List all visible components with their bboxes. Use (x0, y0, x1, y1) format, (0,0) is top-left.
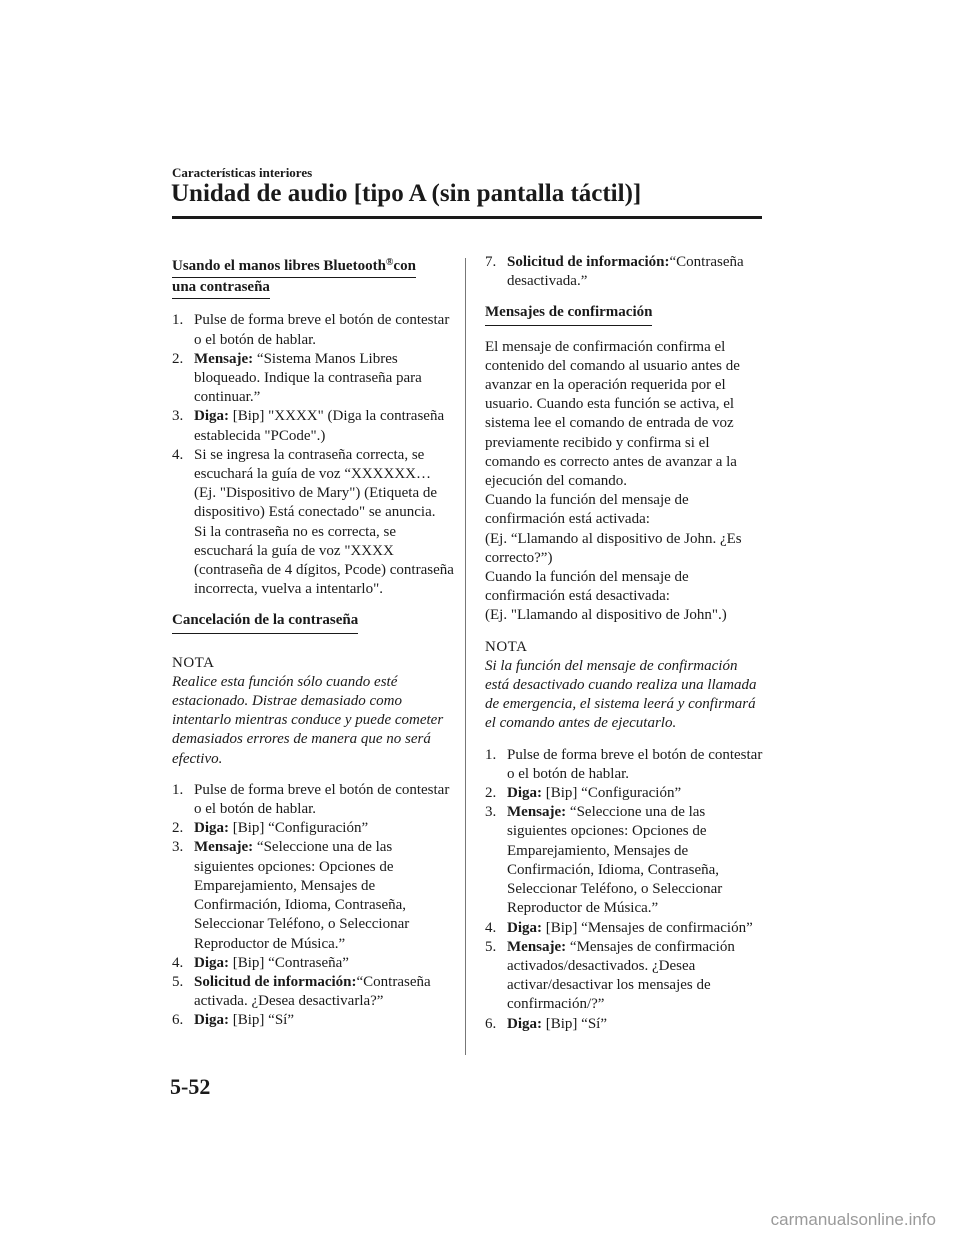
step-number: 2. (172, 820, 184, 837)
page-number: 5-52 (170, 1074, 211, 1099)
step-number: 6. (172, 1012, 184, 1029)
step-bold: Diga: (507, 785, 542, 802)
step-number: 3. (172, 408, 184, 425)
list-item (172, 838, 454, 953)
step-text: [Bip] “Mensajes de confirmación” (542, 919, 753, 936)
step-bold: Diga: (194, 954, 229, 971)
list-item (172, 446, 454, 523)
heading-text-end: con (393, 258, 416, 274)
step-text: [Bip] "XXXX" (Diga la contraseña establecida "PCode".) (194, 408, 445, 444)
list-item (172, 973, 454, 1011)
list-item (485, 919, 763, 938)
list-item (172, 311, 454, 349)
list-item (172, 407, 454, 445)
step-number: 7. (485, 254, 497, 270)
step-text: “Seleccione una de las siguientes opciones: Opciones de Emparejamiento, Mensajes de Confirmación, Idioma, Contraseña, Seleccionar Teléfono, o Seleccionar Reproductor de Música.” (507, 804, 723, 917)
list-item (172, 350, 454, 408)
list-item (485, 746, 763, 784)
note-label: NOTA (485, 638, 528, 655)
list-item (172, 954, 454, 973)
step-bold: Diga: (194, 1012, 229, 1029)
list-item (172, 819, 454, 838)
step-number: 4. (485, 919, 497, 936)
step-bold: Diga: (194, 408, 229, 425)
steps-confirmation (485, 746, 763, 1034)
step-bold: Mensaje: (507, 804, 567, 821)
heading-text-line2: una contraseña (172, 278, 270, 299)
step-bold: Mensaje: (507, 938, 567, 955)
list-item (485, 803, 763, 918)
step-number: 6. (485, 1015, 497, 1032)
chapter-title: Unidad de audio [tipo A (sin pantalla táctil)] (171, 180, 642, 207)
step-text: Pulse de forma breve el botón de contestar o el botón de hablar. (194, 781, 450, 818)
step-number: 5. (172, 973, 184, 990)
step-number: 4. (172, 954, 184, 971)
step-text: Si se ingresa la contraseña correcta, se escuchará la guía de voz “XXXXXX… (Ej. "Dispositivo de Mary") (Etiqueta de dispositivo) Está conectado" se anuncia. (194, 446, 438, 521)
right-column (485, 253, 763, 1034)
step-text: Pulse de forma breve el botón de contestar o el botón de hablar. (194, 312, 450, 348)
list-item (172, 781, 454, 819)
registered-mark: ® (385, 257, 394, 268)
step-number: 3. (172, 839, 184, 856)
list-item (485, 253, 763, 291)
left-column (172, 257, 454, 1031)
step-bold: Mensaje: (194, 839, 254, 856)
step-number: 1. (172, 781, 184, 798)
steps-password (172, 311, 454, 599)
step-bold: Diga: (507, 1015, 542, 1032)
step-text: [Bip] “Configuración” (542, 785, 682, 802)
step-number: 2. (172, 350, 184, 367)
note-text: Si la función del mensaje de confirmación está desactivado cuando realiza una llamada de emergencia, el sistema leerá y confirmará el comando antes de ejecutarlo. (485, 657, 757, 732)
heading-cancel-password: Cancelación de la contraseña (172, 611, 358, 633)
paragraph: (Ej. “Llamando al dispositivo de John. ¿Es correcto?”) (485, 530, 742, 566)
paragraph: Cuando la función del mensaje de confirmación está desactivada: (485, 569, 689, 605)
note-text: Realice esta función sólo cuando esté estacionado. Distrae demasiado como intentarlo mientras conduce y puede cometer demasiados errores de manera que no será efectivo. (172, 673, 444, 767)
heading-confirmation-messages: Mensajes de confirmación (485, 303, 652, 325)
step-continuation: Si la contraseña no es correcta, se escuchará la guía de voz "XXXX (contraseña de 4 dígitos, Pcode) contraseña incorrecta, vuelva a intentarlo". (194, 523, 454, 598)
paragraph: Cuando la función del mensaje de confirmación está activada: (485, 492, 689, 528)
step-bold: Diga: (194, 820, 229, 837)
title-rule (172, 216, 762, 219)
step-number: 5. (485, 938, 497, 955)
note-label: NOTA (172, 654, 215, 671)
step-text: [Bip] “Configuración” (229, 820, 369, 837)
step-number: 1. (172, 312, 184, 329)
step-text: “Sistema Manos Libres bloqueado. Indique la contraseña para continuar.” (194, 350, 422, 406)
list-item (485, 784, 763, 803)
step-text: [Bip] “Contraseña” (229, 954, 349, 971)
step-bold: Solicitud de información: (194, 973, 357, 990)
steps-cancel (172, 781, 454, 1031)
step-text: “Mensajes de confirmación activados/desactivados. ¿Desea activar/desactivar los mensajes de confirmación/?” (507, 938, 735, 1013)
step-bold: Solicitud de información: (507, 254, 670, 270)
heading-bluetooth-password (172, 257, 454, 299)
step-bold: Mensaje: (194, 350, 254, 367)
step-text: [Bip] “Sí” (542, 1015, 607, 1032)
step-number: 1. (485, 746, 497, 763)
step-number: 4. (172, 446, 184, 463)
step-number: 2. (485, 785, 497, 802)
section-label: Características interiores (172, 165, 313, 180)
list-item (485, 938, 763, 1015)
list-item (172, 1011, 454, 1030)
list-item (485, 1015, 763, 1034)
heading-text: Usando el manos libres Bluetooth (172, 258, 386, 274)
paragraph: (Ej. "Llamando al dispositivo de John".) (485, 607, 727, 624)
step-text: Pulse de forma breve el botón de contestar o el botón de hablar. (507, 746, 763, 782)
step-text: [Bip] “Sí” (229, 1012, 294, 1029)
step-text: “Contraseña desactivada.” (507, 254, 744, 290)
column-divider (465, 258, 466, 1055)
step-number: 3. (485, 804, 497, 821)
step-bold: Diga: (507, 919, 542, 936)
watermark[interactable]: carmanualsonline.info (770, 1210, 936, 1229)
step-text: “Contraseña activada. ¿Desea desactivarla?” (194, 973, 431, 1010)
step-text: “Seleccione una de las siguientes opciones: Opciones de Emparejamiento, Mensajes de Confirmación, Idioma, Contraseña, Seleccionar Teléfono, o Seleccionar Reproductor de Música.” (194, 839, 410, 952)
paragraph: El mensaje de confirmación confirma el contenido del comando al usuario antes de avanzar en la operación requerida por el usuario. Cuando esta función se activa, el sistema lee el comando de entrada de voz previamente recibido y confirma si el comando es correcto antes de avanzar a la ejecución del comando. (485, 338, 740, 490)
